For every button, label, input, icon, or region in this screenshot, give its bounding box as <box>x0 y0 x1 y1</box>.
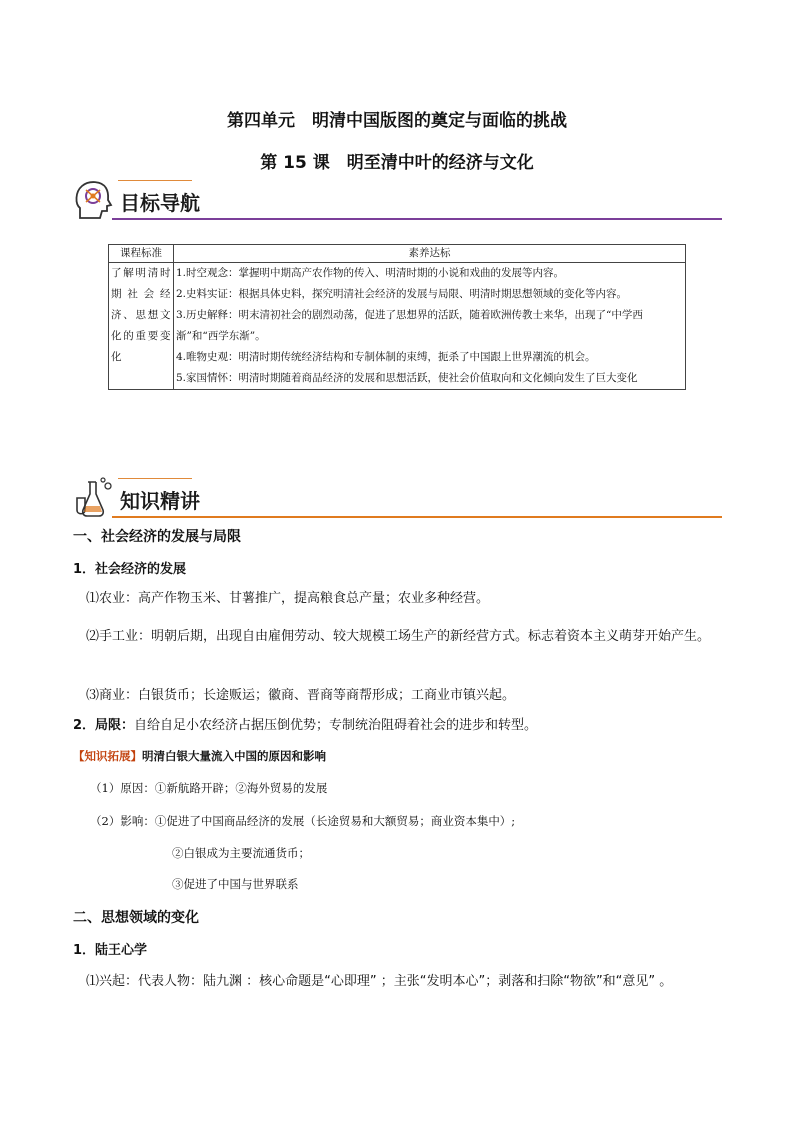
brain-gear-icon <box>72 178 116 220</box>
extension-title: 明清白银大量流入中国的原因和影响 <box>142 749 326 763</box>
section-1-1-title: 1．社会经济的发展 <box>73 562 187 577</box>
goal-nav-header <box>72 178 722 220</box>
limitation-text: 自给自足小农经济占据压倒优势；专制统治阻碍着社会的进步和转型。 <box>134 718 538 733</box>
literacy-item: 4.唯物史观：明清时期传统经济结构和专制体制的束缚，扼杀了中国跟上世界潮流的机会。 <box>176 351 596 363</box>
standard-cell: 了解明清时期社会经济、思想文化的重要变化 <box>109 263 174 390</box>
goal-nav-label: 目标导航 <box>120 191 200 215</box>
paragraph-handicraft: ⑵手工业：明朝后期，出现自由雇佣劳动、较大规模工场生产的新经营方式。标志着资本主义萌芽开始产生。 <box>86 629 711 644</box>
unit-title: 第四单元 明清中国版图的奠定与面临的挑战 <box>227 111 567 131</box>
extension-effect-3: ③促进了中国与世界联系 <box>172 877 299 891</box>
knowledge-extension <box>73 748 326 764</box>
extension-effect-1: （2）影响：①促进了中国商品经济的发展（长途贸易和大额贸易；商业资本集中）; <box>90 814 516 828</box>
extension-reason: （1）原因：①新航路开辟；②海外贸易的发展 <box>90 781 328 795</box>
lesson-title: 第 15 课 明至清中叶的经济与文化 <box>260 153 534 173</box>
col-literacy-header: 素养达标 <box>174 245 686 263</box>
paragraph-rise: ⑴兴起：代表人物：陆九渊 ：核心命题是“心即理” ；主张“发明本心”；剥落和扫除“物欲”和“意见” 。 <box>86 974 673 989</box>
literacy-item: 2.史料实证：根据具体史料，探究明清社会经济的发展与局限、明清时期思想领域的变化等内容。 <box>176 288 628 300</box>
knowledge-label: 知识精讲 <box>120 489 200 513</box>
flask-icon <box>72 476 116 518</box>
literacy-item: 1.时空观念：掌握明中期高产农作物的传入、明清时期的小说和戏曲的发展等内容。 <box>176 267 565 279</box>
section-2-1-title: 1．陆王心学 <box>73 943 148 958</box>
extension-effect-2: ②白银成为主要流通货币； <box>172 846 310 860</box>
knowledge-rule <box>112 516 722 518</box>
literacy-item: 3.历史解释：明末清初社会的剧烈动荡，促进了思想界的活跃，随着欧洲传教士来华，出现了“中学西渐”和“西学东渐”。 <box>176 309 643 342</box>
section-2-title: 二、思想领域的变化 <box>73 910 199 926</box>
literacy-item: 5.家国情怀：明清时期随着商品经济的发展和思想活跃，使社会价值取向和文化倾向发生了巨大变化 <box>176 372 638 384</box>
literacy-cell <box>174 263 686 390</box>
paragraph-limitation <box>73 716 537 736</box>
extension-tag: 【知识拓展】 <box>73 749 142 763</box>
paragraph-commerce: ⑶商业：白银货币；长途贩运；徽商、晋商等商帮形成；工商业市镇兴起。 <box>86 688 516 703</box>
paragraph-agriculture: ⑴农业：高产作物玉米、甘薯推广，提高粮食总产量；农业多种经营。 <box>86 591 490 606</box>
limitation-label: 2．局限： <box>73 718 135 733</box>
knowledge-header <box>72 476 722 518</box>
section-1-title: 一、社会经济的发展与局限 <box>73 529 241 545</box>
col-standard-header: 课程标准 <box>109 245 174 263</box>
goal-table <box>108 244 686 390</box>
goal-nav-rule <box>112 218 722 220</box>
